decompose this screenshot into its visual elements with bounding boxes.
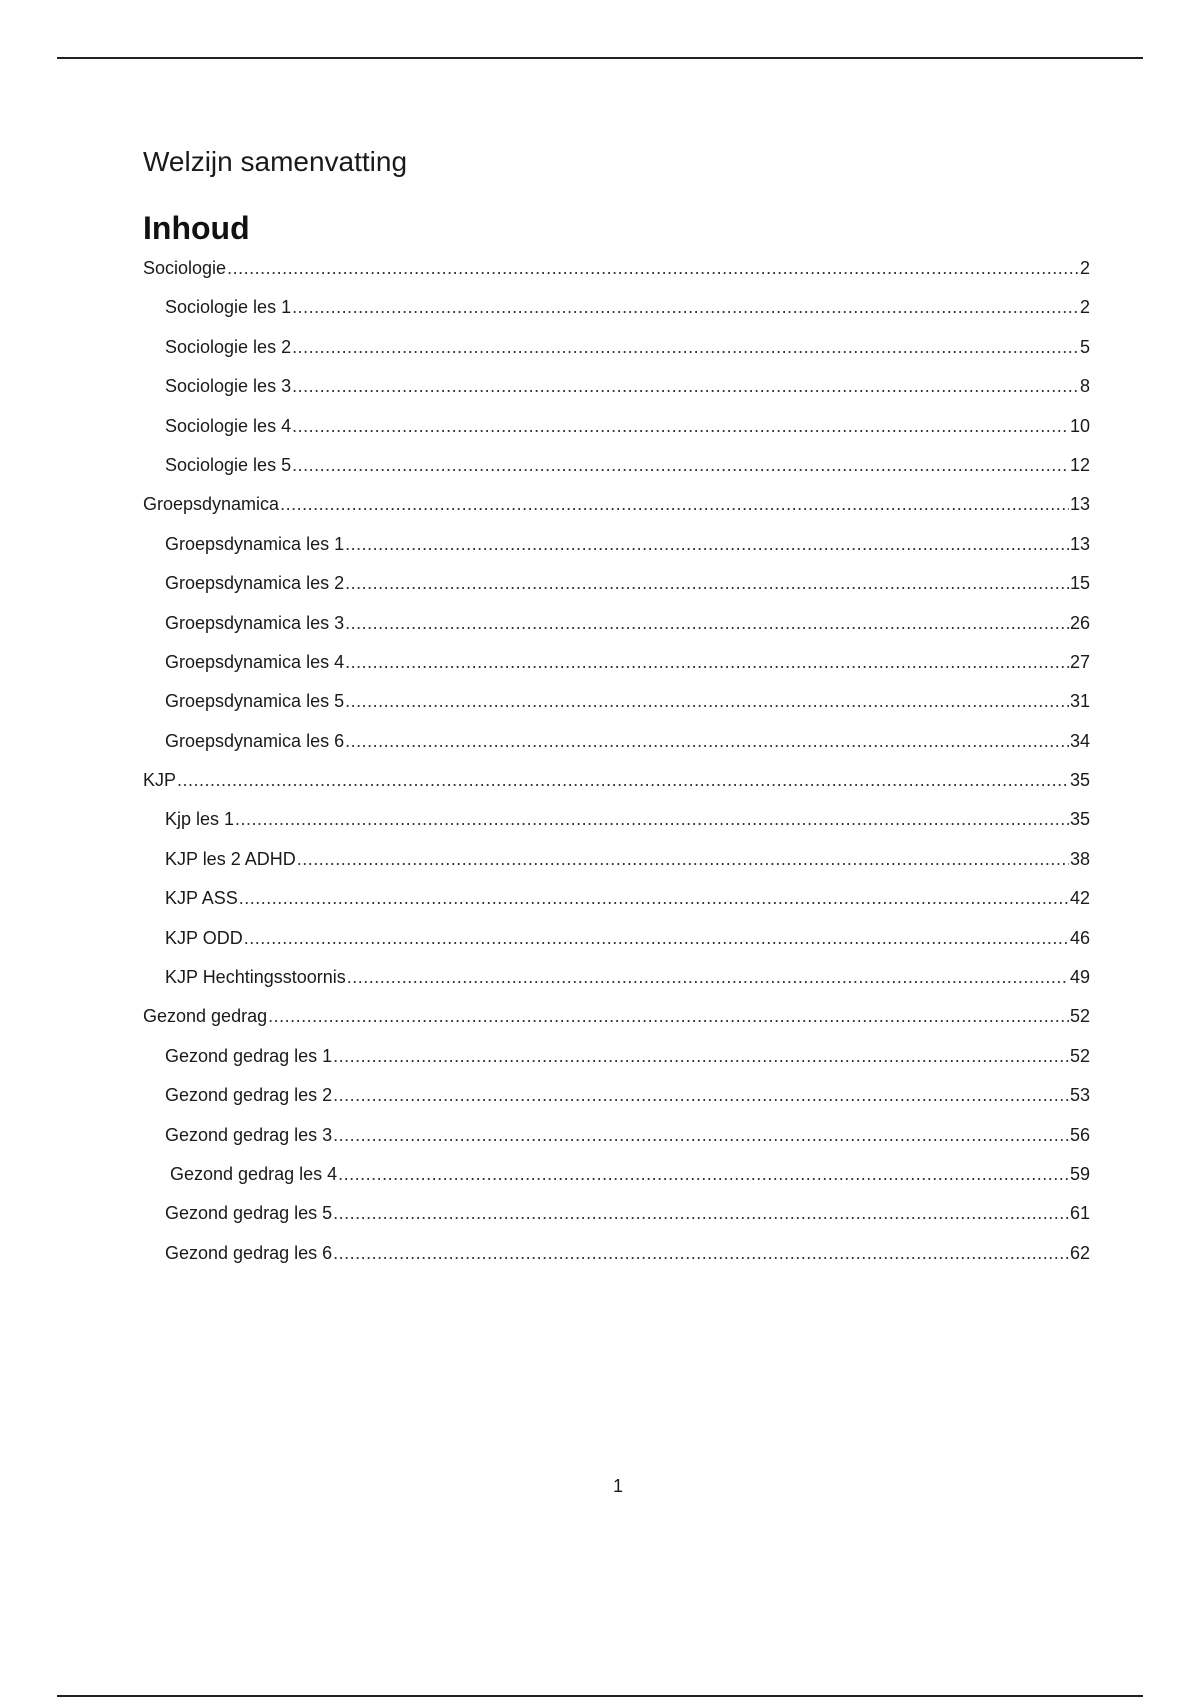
toc-entry-gezond-gedrag-les-5[interactable] xyxy=(143,1203,1090,1242)
toc-entry-page: 15 xyxy=(1069,573,1090,594)
toc-entry-page: 27 xyxy=(1069,651,1090,672)
toc-entry-sociologie-les-4[interactable] xyxy=(143,416,1090,455)
toc-entry-label: KJP ODD xyxy=(165,927,243,948)
header-rule xyxy=(57,57,1143,59)
toc-heading: Inhoud xyxy=(143,210,250,246)
toc-dot-leader xyxy=(345,691,1069,712)
toc-dot-leader xyxy=(333,1046,1069,1067)
toc-dot-leader xyxy=(239,888,1069,909)
toc-entry-label: Gezond gedrag les 4 xyxy=(170,1163,338,1184)
toc-entry-label: KJP les 2 ADHD xyxy=(165,848,296,869)
toc-dot-leader xyxy=(345,573,1069,594)
toc-entry-page: 5 xyxy=(1079,336,1090,357)
toc-entry-gezond-gedrag-les-2[interactable] xyxy=(143,1085,1090,1124)
toc-dot-leader xyxy=(244,928,1069,949)
toc-entry-label: KJP Hechtingsstoornis xyxy=(165,967,346,988)
toc-entry-label: Sociologie les 1 xyxy=(165,297,292,318)
toc-entry-label: Sociologie les 5 xyxy=(165,454,292,475)
toc-dot-leader xyxy=(347,967,1069,988)
toc-entry-label: Sociologie les 4 xyxy=(165,415,292,436)
toc-dot-leader xyxy=(235,809,1069,830)
toc-entry-page: 49 xyxy=(1069,967,1090,988)
toc-entry-page: 46 xyxy=(1069,927,1090,948)
toc-dot-leader xyxy=(292,455,1069,476)
toc-entry-page: 2 xyxy=(1079,297,1090,318)
toc-entry-kjp-odd[interactable] xyxy=(143,928,1090,967)
toc-dot-leader xyxy=(280,494,1069,515)
toc-entry-kjp-les-2-adhd[interactable] xyxy=(143,849,1090,888)
toc-dot-leader xyxy=(292,376,1079,397)
toc-entry-label: Gezond gedrag les 5 xyxy=(165,1203,333,1224)
toc-entry-groepsdynamica-les-4[interactable] xyxy=(143,652,1090,691)
toc-dot-leader xyxy=(268,1006,1069,1027)
toc-entry-gezond-gedrag-les-3[interactable] xyxy=(143,1125,1090,1164)
toc-entry-groepsdynamica-les-3[interactable] xyxy=(143,613,1090,652)
toc-entry-page: 31 xyxy=(1069,691,1090,712)
toc-entry-label: Groepsdynamica les 2 xyxy=(165,573,345,594)
toc-entry-page: 35 xyxy=(1069,770,1090,791)
toc-entry-groepsdynamica-les-1[interactable] xyxy=(143,534,1090,573)
toc-entry-label: Gezond gedrag les 6 xyxy=(165,1242,333,1263)
toc-entry-kjp-les-1[interactable] xyxy=(143,809,1090,848)
toc-entry-groepsdynamica-les-5[interactable] xyxy=(143,691,1090,730)
toc-dot-leader xyxy=(292,297,1079,318)
toc-entry-label: Groepsdynamica les 6 xyxy=(165,730,345,751)
toc-entry-kjp-ass[interactable] xyxy=(143,888,1090,927)
toc-entry-label: KJP xyxy=(143,770,177,791)
toc-entry-label: Gezond gedrag xyxy=(143,1006,268,1027)
toc-entry-kjp[interactable] xyxy=(143,770,1090,809)
toc-entry-page: 38 xyxy=(1069,848,1090,869)
toc-entry-page: 12 xyxy=(1069,454,1090,475)
toc-entry-label: Groepsdynamica les 3 xyxy=(165,612,345,633)
toc-entry-page: 52 xyxy=(1069,1045,1090,1066)
toc-entry-gezond-gedrag-les-6[interactable] xyxy=(143,1243,1090,1282)
toc-dot-leader xyxy=(177,770,1069,791)
toc-entry-page: 10 xyxy=(1069,415,1090,436)
toc-entry-sociologie-les-5[interactable] xyxy=(143,455,1090,494)
toc-entry-page: 52 xyxy=(1069,1006,1090,1027)
toc-entry-label: Gezond gedrag les 3 xyxy=(165,1124,333,1145)
toc-dot-leader xyxy=(345,534,1069,555)
toc-dot-leader xyxy=(333,1125,1069,1146)
toc-entry-sociologie-les-1[interactable] xyxy=(143,297,1090,336)
toc-dot-leader xyxy=(333,1243,1069,1264)
toc-entry-gezond-gedrag-les-1[interactable] xyxy=(143,1046,1090,1085)
toc-entry-label: Sociologie les 3 xyxy=(165,376,292,397)
toc-entry-label: Gezond gedrag les 2 xyxy=(165,1085,333,1106)
toc-dot-leader xyxy=(292,416,1069,437)
toc-entry-sociologie-les-2[interactable] xyxy=(143,337,1090,376)
toc-entry-page: 2 xyxy=(1079,258,1090,278)
toc-entry-label: Kjp les 1 xyxy=(165,809,235,830)
toc-entry-gezond-gedrag-les-4[interactable] xyxy=(143,1164,1090,1203)
toc-entry-label: Groepsdynamica xyxy=(143,494,280,515)
toc-dot-leader xyxy=(297,849,1069,870)
toc-dot-leader xyxy=(333,1085,1069,1106)
toc-entry-gezond-gedrag[interactable] xyxy=(143,1006,1090,1045)
toc-entry-label: Groepsdynamica les 5 xyxy=(165,691,345,712)
toc-entry-page: 13 xyxy=(1069,533,1090,554)
toc-entry-page: 13 xyxy=(1069,494,1090,515)
toc-entry-label: Sociologie les 2 xyxy=(165,336,292,357)
document-title: Welzijn samenvatting xyxy=(143,146,408,177)
toc-entry-label: Groepsdynamica les 4 xyxy=(165,651,345,672)
toc-entry-sociologie[interactable] xyxy=(143,258,1090,297)
toc-dot-leader xyxy=(345,731,1069,752)
toc-dot-leader xyxy=(338,1164,1069,1185)
toc-entry-page: 34 xyxy=(1069,730,1090,751)
toc-entry-page: 61 xyxy=(1069,1203,1090,1224)
toc-entry-page: 42 xyxy=(1069,888,1090,909)
toc-entry-groepsdynamica-les-6[interactable] xyxy=(143,731,1090,770)
toc-entry-label: KJP ASS xyxy=(165,888,238,909)
toc-entry-page: 62 xyxy=(1069,1242,1090,1263)
toc-entry-label: Gezond gedrag les 1 xyxy=(165,1045,333,1066)
toc-dot-leader xyxy=(333,1203,1069,1224)
toc-entry-page: 26 xyxy=(1069,612,1090,633)
toc-entry-page: 56 xyxy=(1069,1124,1090,1145)
toc-entry-page: 59 xyxy=(1069,1163,1090,1184)
toc-entry-groepsdynamica[interactable] xyxy=(143,494,1090,533)
toc-entry-sociologie-les-3[interactable] xyxy=(143,376,1090,415)
toc-entry-label: Groepsdynamica les 1 xyxy=(165,533,345,554)
toc-entry-page: 35 xyxy=(1069,809,1090,830)
table-of-contents xyxy=(143,258,1090,1282)
toc-dot-leader xyxy=(292,337,1079,358)
toc-entry-label: Sociologie xyxy=(143,258,227,278)
toc-dot-leader xyxy=(345,652,1069,673)
toc-entry-page: 8 xyxy=(1079,376,1090,397)
toc-entry-groepsdynamica-les-2[interactable] xyxy=(143,573,1090,612)
toc-entry-page: 53 xyxy=(1069,1085,1090,1106)
page-number: 1 xyxy=(612,1476,623,1496)
toc-dot-leader xyxy=(345,613,1069,634)
footer-rule xyxy=(57,1695,1143,1697)
toc-dot-leader xyxy=(227,258,1079,279)
toc-entry-kjp-hechtingsstoornis[interactable] xyxy=(143,967,1090,1006)
